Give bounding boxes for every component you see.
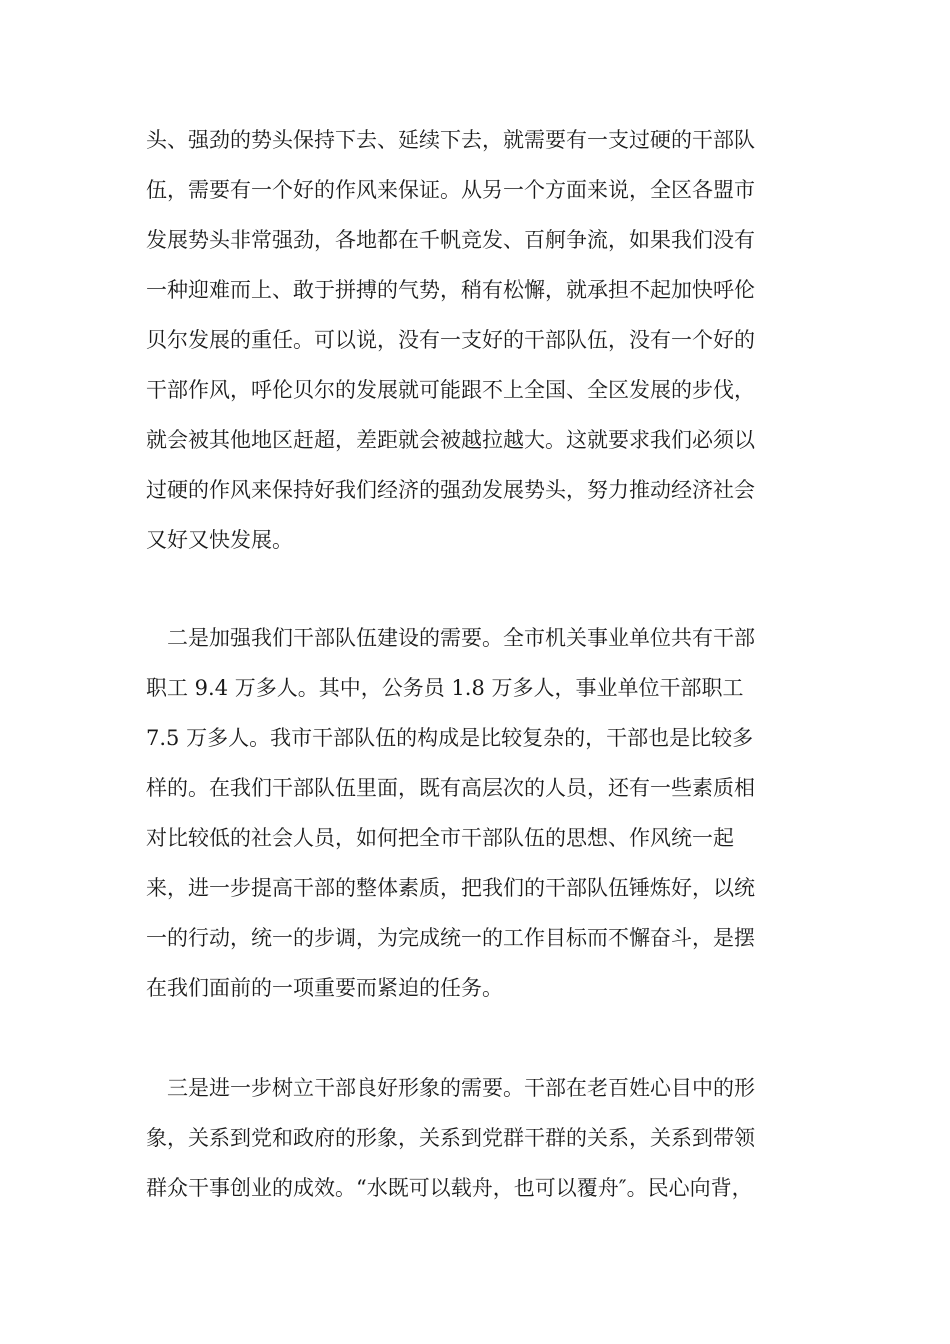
text-line: 7.5 万多人。我市干部队伍的构成是比较复杂的，干部也是比较多 (146, 726, 754, 750)
text-line: 来，进一步提高干部的整体素质，把我们的干部队伍锤炼好，以统 (146, 876, 755, 900)
text-line: 一的行动，统一的步调，为完成统一的工作目标而不懈奋斗，是摆 (146, 926, 755, 950)
paragraph-2 (146, 613, 806, 1013)
text-line: 职工 9.4 万多人。其中，公务员 1.8 万多人，事业单位干部职工 (146, 676, 744, 700)
text-line: 对比较低的社会人员，如何把全市干部队伍的思想、作风统一起 (146, 826, 734, 850)
text-line: 象，关系到党和政府的形象，关系到党群干群的关系，关系到带领 (146, 1126, 755, 1150)
text-line: 一种迎难而上、敢于拼搏的气势，稍有松懈，就承担不起加快呼伦 (146, 278, 755, 302)
text-line: 二是加强我们干部队伍建设的需要。全市机关事业单位共有干部 (146, 626, 755, 650)
text-line: 贝尔发展的重任。可以说，没有一支好的干部队伍，没有一个好的 (146, 328, 755, 352)
text-line: 样的。在我们干部队伍里面，既有高层次的人员，还有一些素质相 (146, 776, 755, 800)
text-line: 伍，需要有一个好的作风来保证。从另一个方面来说，全区各盟市 (146, 178, 755, 202)
text-line: 头、强劲的势头保持下去、延续下去，就需要有一支过硬的干部队 (146, 128, 755, 152)
paragraph-1 (146, 115, 806, 565)
text-line: 在我们面前的一项重要而紧迫的任务。 (146, 976, 503, 1000)
text-line: 三是进一步树立干部良好形象的需要。干部在老百姓心目中的形 (146, 1076, 755, 1100)
text-line: 发展势头非常强劲，各地都在千帆竞发、百舸争流，如果我们没有 (146, 228, 755, 252)
text-line: 干部作风，呼伦贝尔的发展就可能跟不上全国、全区发展的步伐， (146, 378, 755, 402)
text-line: 过硬的作风来保持好我们经济的强劲发展势头，努力推动经济社会 (146, 478, 755, 502)
text-line: 就会被其他地区赶超，差距就会被越拉越大。这就要求我们必须以 (146, 428, 755, 452)
text-line: 又好又快发展。 (146, 528, 293, 552)
paragraph-3 (146, 1063, 806, 1213)
text-line: 群众干事创业的成效。“水既可以载舟，也可以覆舟″。民心向背， (146, 1176, 753, 1200)
